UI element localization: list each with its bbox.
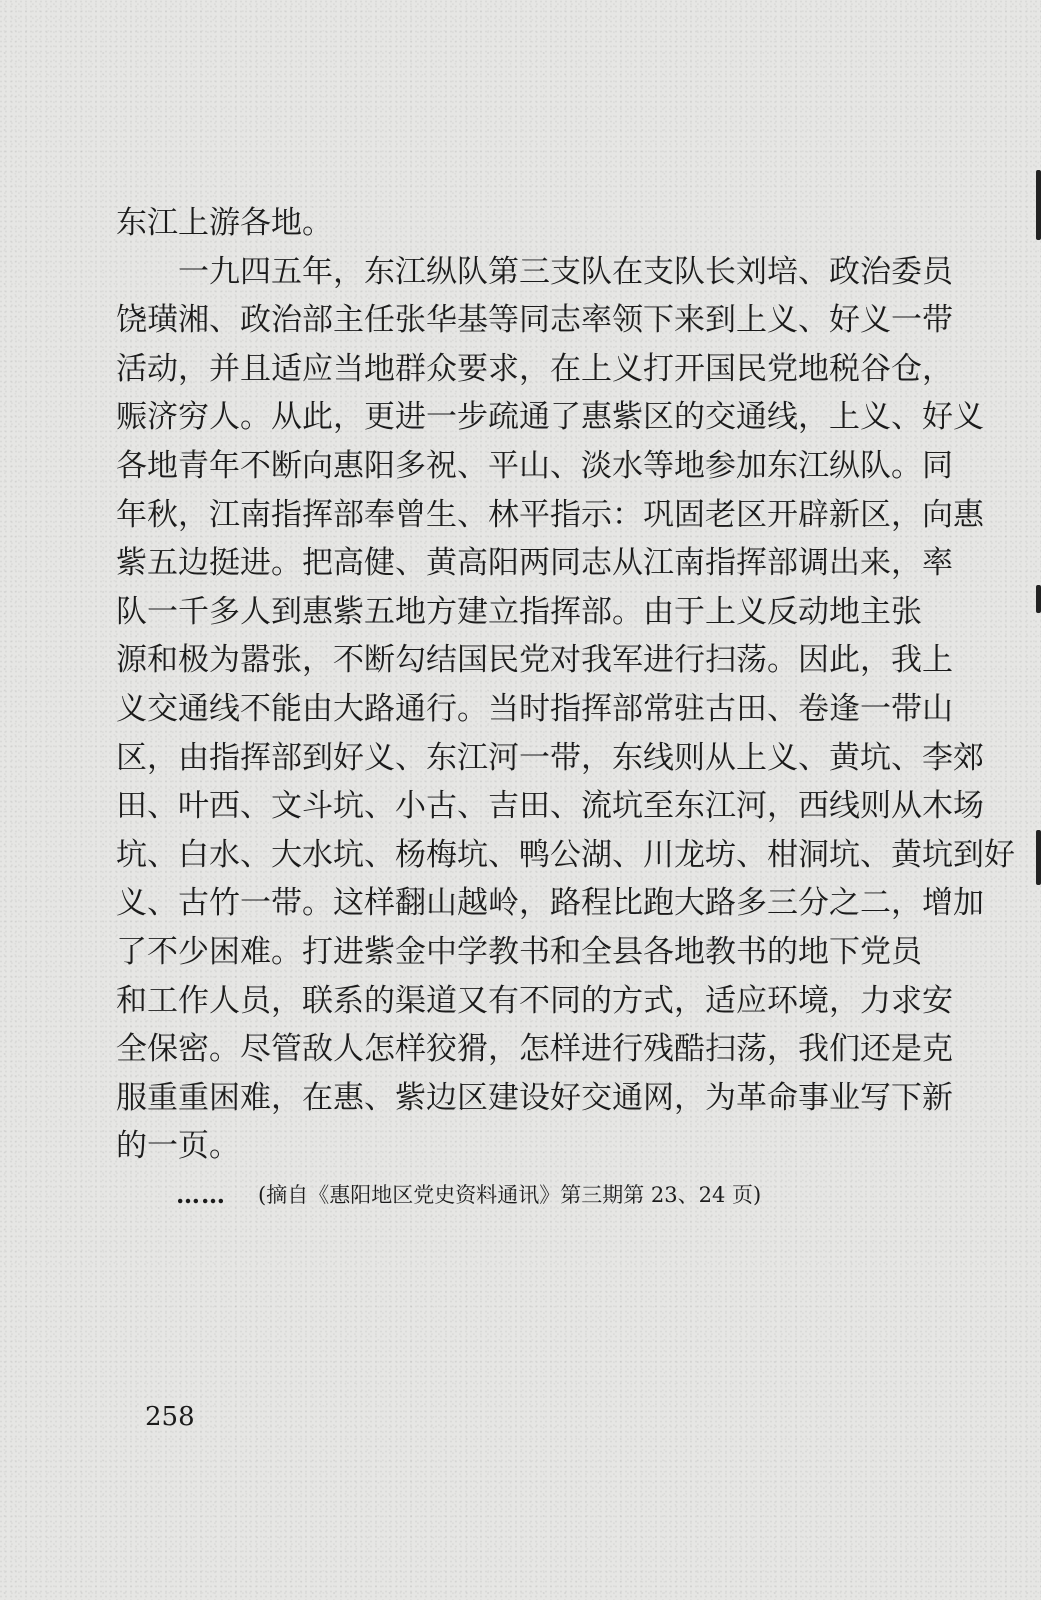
scan-edge-mark bbox=[1036, 830, 1041, 885]
text-line: 队一千多人到惠紫五地方建立指挥部。由于上义反动地主张 bbox=[116, 593, 922, 630]
text-line: 了不少困难。打进紫金中学教书和全县各地教书的地下党员 bbox=[116, 933, 922, 970]
text-line: 区，由指挥部到好义、东江河一带，东线则从上义、黄坑、李郊 bbox=[116, 739, 984, 776]
text-line: 各地青年不断向惠阳多祝、平山、淡水等地参加东江纵队。同 bbox=[116, 447, 953, 484]
scan-edge-mark bbox=[1036, 585, 1041, 613]
text-line: 紫五边挺进。把高健、黄高阳两同志从江南指挥部调出来，率 bbox=[116, 545, 953, 582]
text-line: 的一页。 bbox=[116, 1128, 240, 1165]
text-line: 全保密。尽管敌人怎样狡猾，怎样进行残酷扫荡，我们还是克 bbox=[116, 1031, 953, 1068]
text-line: 东江上游各地。 bbox=[116, 205, 333, 241]
text-line: 义交通线不能由大路通行。当时指挥部常驻古田、卷逢一带山 bbox=[116, 690, 953, 727]
ellipsis: …… bbox=[176, 1179, 226, 1209]
text-line: 年秋，江南指挥部奉曾生、林平指示：巩固老区开辟新区，向惠 bbox=[116, 496, 984, 533]
text-line: 饶璜湘、政治部主任张华基等同志率领下来到上义、好义一带 bbox=[116, 302, 953, 339]
text-line: 和工作人员，联系的渠道又有不同的方式，适应环境，力求安 bbox=[116, 982, 953, 1019]
source-citation: (摘自《惠阳地区党史资料通讯》第三期第 23、24 页) bbox=[258, 1183, 762, 1207]
body-text bbox=[116, 199, 1015, 1219]
text-line: 赈济穷人。从此，更进一步疏通了惠紫区的交通线，上义、好义 bbox=[116, 399, 984, 436]
text-line: 活动，并且适应当地群众要求，在上义打开国民党地税谷仓， bbox=[116, 350, 953, 387]
text-line: 服重重困难，在惠、紫边区建设好交通网，为革命事业写下新 bbox=[116, 1079, 953, 1116]
text-line: 田、叶西、文斗坑、小古、吉田、流坑至东江河，西线则从木场 bbox=[116, 788, 984, 825]
page-number: 258 bbox=[145, 1402, 195, 1432]
text-line: 源和极为嚣张，不断勾结国民党对我军进行扫荡。因此，我上 bbox=[116, 642, 953, 679]
scan-edge-mark bbox=[1036, 170, 1041, 240]
text-line: 一九四五年，东江纵队第三支队在支队长刘培、政治委员 bbox=[116, 253, 953, 290]
text-line: 坑、白水、大水坑、杨梅坑、鸭公湖、川龙坊、柑洞坑、黄坑到好 bbox=[116, 836, 1015, 873]
text-line: 义、古竹一带。这样翻山越岭，路程比跑大路多三分之二，增加 bbox=[116, 885, 984, 922]
